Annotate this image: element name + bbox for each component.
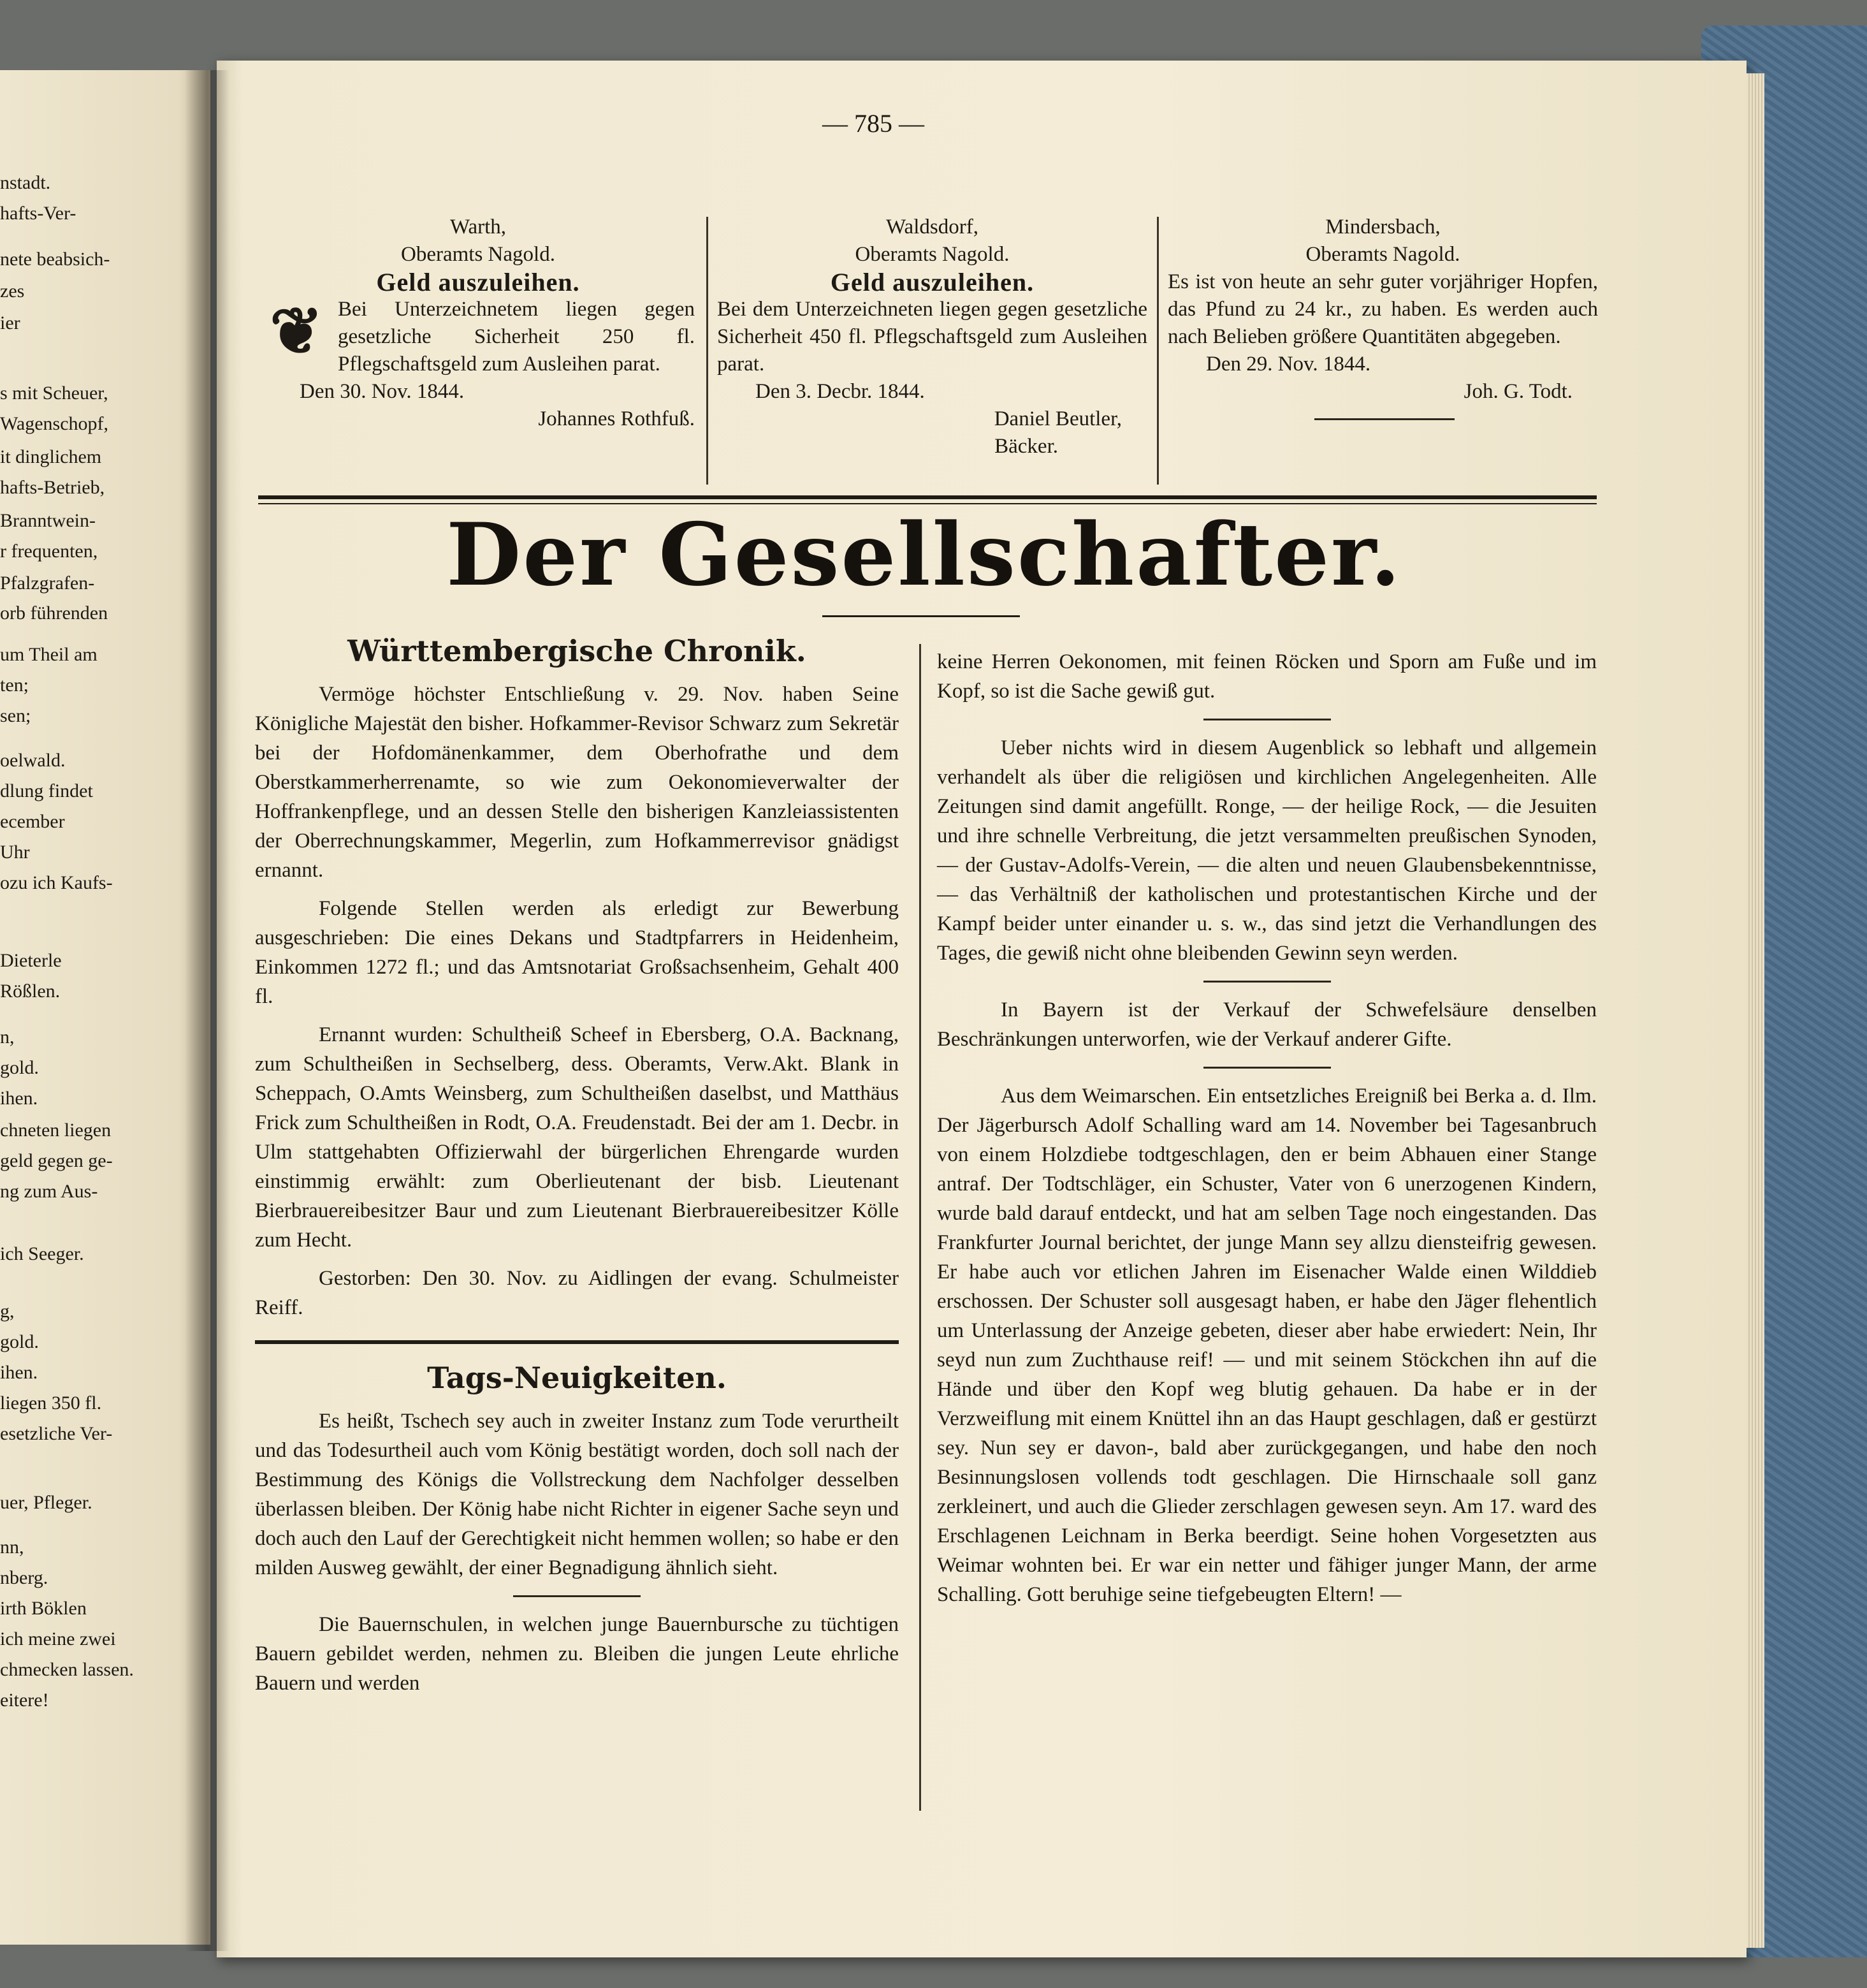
masthead-title: Der Gesellschafter.	[446, 504, 1402, 605]
left-page-fragment: ihen.	[0, 1362, 38, 1383]
ad-district: Oberamts Nagold.	[855, 243, 1010, 266]
left-page-fragment: oelwald.	[0, 750, 66, 771]
left-page-fragment: zes	[0, 281, 25, 302]
paragraph: Die Bauernschulen, in welchen junge Bauernbursche zu tüchtigen Bauern gebildet werden, nehmen zu. Bleiben die jungen Leute ehrliche Bauern und werden	[255, 1613, 899, 1695]
left-page-fragment: uer, Pfleger.	[0, 1492, 92, 1513]
ornamental-initial-icon: ❦	[270, 293, 323, 369]
left-page-fragment: g,	[0, 1301, 15, 1322]
left-page-fragment: geld gegen ge-	[0, 1150, 113, 1171]
ad-mindersbach	[1168, 214, 1598, 420]
left-page-fragment: orb führenden	[0, 603, 108, 624]
ad-signature-role: Bäcker.	[994, 435, 1058, 458]
left-page-fragment: ier	[0, 312, 20, 333]
ad-district: Oberamts Nagold.	[401, 243, 555, 266]
section-heading-neuigkeiten: Tags-Neuigkeiten.	[427, 1361, 727, 1395]
left-page-fragment: nn,	[0, 1537, 24, 1558]
left-page-fragment: sen;	[0, 705, 31, 726]
column-divider	[919, 644, 921, 1811]
ad-heading: Geld auszuleihen.	[376, 268, 580, 296]
left-page-fragment: r frequenten,	[0, 541, 98, 562]
left-page-fragment: ihen.	[0, 1088, 38, 1109]
ad-place: Warth,	[449, 216, 507, 238]
left-page-fragment: n,	[0, 1027, 15, 1048]
paragraph-separator	[513, 1595, 641, 1597]
ad-body: Bei Unterzeichnetem liegen gegen gesetzliche Sicherheit 250 fl. Pflegschaftsgeld zum Ausleihen parat.	[338, 298, 695, 376]
page-edges	[1747, 73, 1764, 1948]
ad-body: Bei dem Unterzeichneten liegen gegen gesetzliche Sicherheit 450 fl. Pflegschaftsgeld zum Ausleihen parat.	[717, 298, 1147, 376]
left-page-fragment: Uhr	[0, 842, 30, 863]
masthead-top-rule	[258, 495, 1597, 499]
page-number: — 785 —	[822, 109, 924, 138]
left-page-fragment: hafts-Ver-	[0, 203, 76, 224]
left-page-fragment: nberg.	[0, 1567, 48, 1588]
left-page-fragment: gold.	[0, 1331, 39, 1352]
left-page-fragment: dlung findet	[0, 780, 93, 801]
left-page-fragment: eitere!	[0, 1690, 49, 1711]
left-page-fragment: hafts-Betrieb,	[0, 477, 105, 498]
ad-signature: Daniel Beutler,	[994, 407, 1122, 430]
paragraph: Gestorben: Den 30. Nov. zu Aidlingen der evang. Schulmeister Reiff.	[255, 1267, 899, 1319]
ad-signature: Joh. G. Todt.	[1464, 380, 1573, 403]
ad-date: Den 30. Nov. 1844.	[300, 380, 465, 403]
paragraph-separator	[1203, 719, 1331, 720]
paragraph: Es heißt, Tschech sey auch in zweiter Instanz zum Tode verurtheilt und das Todesurtheil auch vom König bestätigt worden, doch soll nach der Bestimmung des Königs die Vollstreckung dem Nachfolger desselben überlassen bleiben. Der König habe nicht Richter in eigener Sache seyn und doch auch den Lauf der Gerechtigkeit nicht hemmen wollen; so habe er den milden Ausweg gewählt, der einer Begnadigung ähnlich sieht.	[255, 1410, 899, 1579]
paragraph: In Bayern ist der Verkauf der Schwefelsäure denselben Beschränkungen unterworfen, wie der Verkauf anderer Gifte.	[937, 998, 1597, 1051]
left-page-fragment: nete beabsich-	[0, 249, 110, 270]
left-page-fragment: ng zum Aus-	[0, 1181, 98, 1202]
left-page-fragment: um Theil am	[0, 644, 98, 665]
masthead-underline	[822, 615, 1020, 617]
paragraph: Folgende Stellen werden als erledigt zur Bewerbung ausgeschrieben: Die eines Dekans und Stadtpfarrers in Heidenheim, Einkommen 1272 fl.; und das Amtsnotariat Großsachsenheim, Gehalt 400 fl.	[255, 897, 899, 1008]
binding-shadow	[185, 70, 229, 1951]
paragraph: Ueber nichts wird in diesem Augenblick so lebhaft und allgemein verhandelt als über die religiösen und kirchlichen Angelegenheiten. Alle Zeitungen sind damit angefüllt. Ronge, — der heilige Rock, — die Jesuiten und ihre schnelle Verbreitung, die jetzt versammelten preußischen Synoden, — der Gustav-Adolfs-Verein, — die alten und neuen Glaubensbekenntnisse, — das Verhältniß der katholischen und protestantischen Kirche und der Kampf beider unter einander u. s. w., das sind jetzt die Verhandlungen des Tages, die gewiß nicht ohne bleibenden Gewinn seyn werden.	[937, 736, 1597, 965]
left-page-fragment: Wagenschopf,	[0, 413, 109, 434]
paragraph: Ernannt wurden: Schultheiß Scheef in Ebersberg, O.A. Backnang, zum Schultheißen in Sechselberg, dess. Oberamts, Verw.Akt. Blank in Scheppach, O.Amts Weinsberg, zum Schultheißen daselbst, und Matthäus Frick zum Schultheißen in Rodt, O.A. Freudenstadt. Bei der am 1. Decbr. in Ulm stattgehabten Offizierwahl der bürgerlichen Ehrengarde wurden einstimmig erwählt: zum Oberlieutenant der bisb. Lieutenant Bierbrauereibesitzer Baur und zum Lieutenant Bierbrauereibesitzer Kölle zum Hecht.	[255, 1023, 899, 1252]
left-page-fragment: ich Seeger.	[0, 1243, 84, 1264]
left-page-fragment: liegen 350 fl.	[0, 1392, 102, 1414]
ad-end-rule	[1314, 418, 1455, 420]
paragraph: Aus dem Weimarschen. Ein entsetzliches Ereigniß bei Berka a. d. Ilm. Der Jägerbursch Adolf Schalling ward am 14. November bei Tagesanbruch von einem Holzdiebe todtgeschlagen, den er beim Abhauen einer Stange antraf. Der Todtschläger, ein Schuster, Vater von 6 unerzogenen Kindern, wurde bald darauf entdeckt, und hat am selben Tage noch eingestanden. Das Frankfurter Journal berichtet, der junge Mann sey allzu diensteifrig gewesen. Er habe auch vor etlichen Jahren im Eisenacher Walde einen Wilddieb erschossen. Der Schuster soll ausgesagt haben, er habe den Jäger flehentlich um Unterlassung der Anzeige gebeten, dieser aber habe erwiedert: Nein, Ihr seyd nun zum Zuchthause reif! — und mit seinem Stöckchen ihn auf die Hände und über den Kopf weg blutig gehauen. Da habe er in der Verzweiflung mit einem Knüttel ihn an das Haupt geschlagen, daß er gestürzt sey. Nun sey er davon-, bald aber zurückgegangen, und habe den noch Besinnungslosen vollends todt geschlagen. Die Hirnschaale soll ganz zerkleinert, und auch die Glieder zerschlagen gewesen seyn. Am 17. ward des Erschlagenen Leichnam in Berka beerdigt. Seine hohen Vorgesetzten aus Weimar wohnten bei. Er war ein netter und fähiger junger Mann, der arme Schalling. Gott beruhige seine tiefgebeugten Eltern! —	[937, 1085, 1597, 1606]
left-page-fragment: ecember	[0, 811, 65, 832]
left-page-fragment: esetzliche Ver-	[0, 1423, 113, 1444]
left-column	[255, 631, 899, 1707]
section-rule	[255, 1340, 899, 1344]
ad-body: Es ist von heute an sehr guter vorjähriger Hopfen, das Pfund zu 24 kr., zu haben. Es werden auch nach Belieben größere Quantitäten abgegeben.	[1168, 270, 1598, 348]
paragraph: keine Herren Oekonomen, mit feinen Röcken und Sporn am Fuße und im Kopf, so ist die Sache gewiß gut.	[937, 650, 1597, 703]
left-page-fragment: Branntwein-	[0, 510, 96, 531]
ad-place: Mindersbach,	[1325, 216, 1441, 238]
right-column	[937, 647, 1597, 1618]
ad-warth	[261, 214, 695, 433]
left-page-fragment: chmecken lassen.	[0, 1659, 134, 1680]
paragraph-separator	[1203, 981, 1331, 983]
ad-waldsdorf	[717, 214, 1147, 460]
ad-heading: Geld auszuleihen.	[830, 268, 1035, 296]
ad-date: Den 29. Nov. 1844.	[1206, 353, 1371, 376]
left-page-fragment: s mit Scheuer,	[0, 383, 108, 404]
left-page-fragment: it dinglichem	[0, 446, 102, 467]
ad-place: Waldsdorf,	[886, 216, 978, 238]
left-page	[0, 70, 210, 1945]
left-page-fragment: Pfalzgrafen-	[0, 573, 95, 594]
column-divider	[706, 217, 708, 485]
left-page-fragment: Dieterle	[0, 950, 62, 971]
paragraph-separator	[1203, 1067, 1331, 1069]
left-page-fragment: Rößlen.	[0, 981, 61, 1002]
left-page-fragment: chneten liegen	[0, 1120, 112, 1141]
paragraph: Vermöge höchster Entschließung v. 29. Nov. haben Seine Königliche Majestät den bisher. Hofkammer-Revisor Schwarz zum Sekretär bei der Hofdomänenkammer, dem Oberhofrathe und dem Oberstkammerherrenamte, so wie zum Oekonomieverwalter der Hoffrankenpflege, und an dessen Stelle den bisherigen Kanzleiassistenten der Oberrechnungskammer, Megerlin, zum Hofkammerrevisor gnädigst ernannt.	[255, 683, 899, 882]
left-page-fragment: ich meine zwei	[0, 1628, 116, 1649]
ad-district: Oberamts Nagold.	[1305, 243, 1460, 266]
section-heading-chronik: Württembergische Chronik.	[347, 634, 806, 668]
left-page-fragment: gold.	[0, 1057, 39, 1078]
left-page-fragment: ozu ich Kaufs-	[0, 872, 113, 893]
column-divider	[1157, 217, 1159, 485]
left-page-fragment: ten;	[0, 675, 29, 696]
left-page-fragment: irth Böklen	[0, 1598, 87, 1619]
left-page-fragment: nstadt.	[0, 172, 51, 193]
ad-signature: Johannes Rothfuß.	[538, 407, 695, 430]
ad-date: Den 3. Decbr. 1844.	[755, 380, 925, 403]
